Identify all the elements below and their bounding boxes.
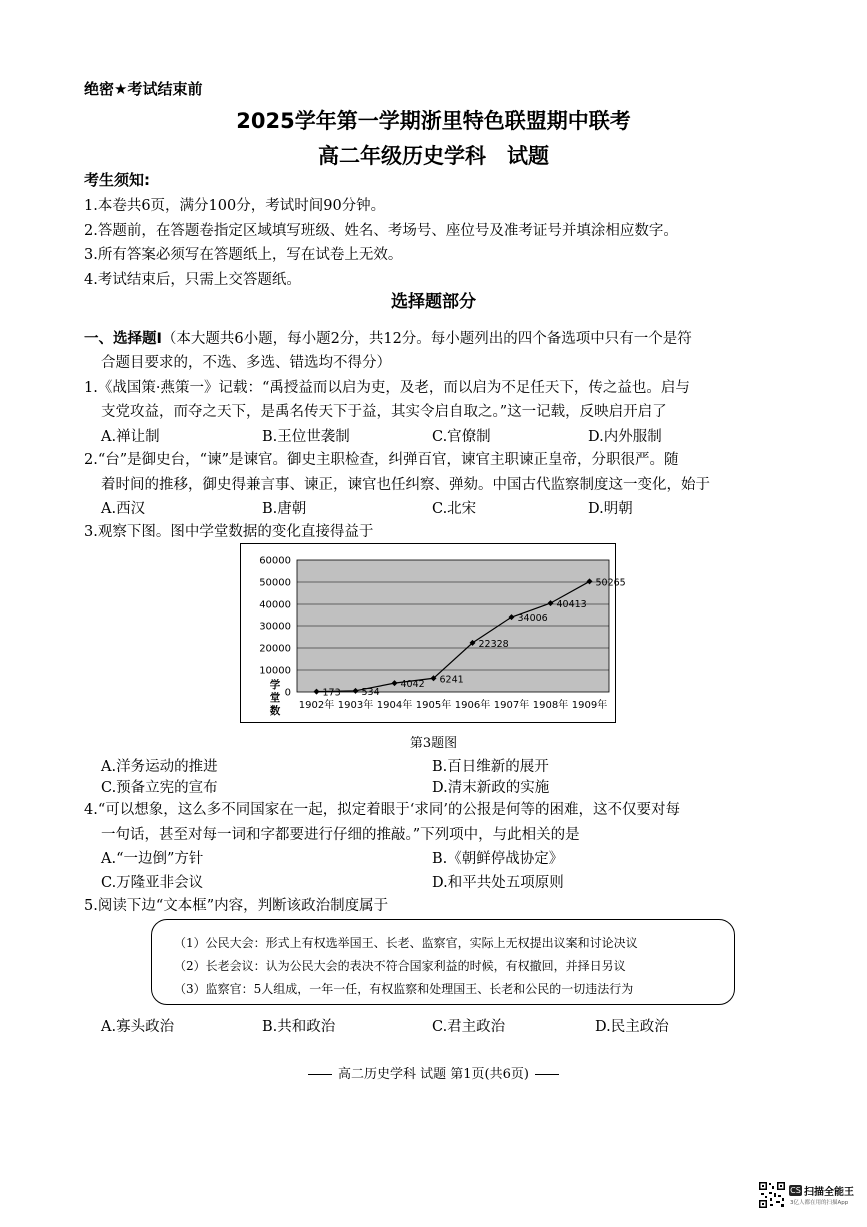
scanner-watermark (758, 1181, 858, 1211)
footer-text: 高二历史学科 试题 第1页(共6页) (338, 1067, 529, 1082)
data-label: 40413 (556, 599, 587, 611)
q5-option-b: B.共和政治 (262, 1019, 336, 1035)
scanner-logo-icon: CS (790, 1186, 801, 1195)
y-axis-label: 数 (269, 705, 281, 717)
q3-option-a: A.洋务运动的推进 (101, 759, 218, 775)
q5-text-box (151, 919, 735, 1005)
y-tick-label: 20000 (259, 643, 291, 655)
data-label: 4042 (400, 679, 425, 691)
x-tick-label: 1909年 (571, 700, 608, 711)
y-tick-label: 40000 (259, 599, 291, 611)
q2-stem: 着时间的推移，御史得兼言事、谏正，谏官也任纠察、弹劾。中国古代监察制度这一变化，始于 (101, 477, 710, 493)
data-label: 534 (361, 686, 380, 698)
x-tick-label: 1906年 (454, 700, 491, 711)
q2-option-b: B.唐朝 (262, 501, 307, 517)
q2-option-a: A.西汉 (101, 501, 146, 517)
q5-stem: 5.阅读下边“文本框”内容，判断该政治制度属于 (84, 898, 389, 914)
q2-stem: 2.“台”是御史台，“谏”是谏官。御史主职检查，纠弹百官，谏官主职谏正皇帝，分职很严。随 (84, 452, 679, 468)
q1-option-b: B.王位世袭制 (262, 429, 350, 445)
data-label: 22328 (478, 638, 509, 650)
page-footer (0, 1063, 867, 1082)
q5-option-c: C.君主政治 (432, 1019, 506, 1035)
q4-stem: 4.“可以想象，这么多不同国家在一起，拟定着眼于‘求同’的公报是何等的困难，这不仅要对每 (84, 802, 680, 818)
q2-option-d: D.明朝 (588, 501, 633, 517)
scanner-name: 扫描全能王 (804, 1187, 854, 1198)
notice-heading: 考生须知: (84, 171, 150, 189)
y-axis-label: 学 (269, 679, 281, 691)
q5-box-line: （1）公民大会：形式上有权选举国王、长老、监察官，实际上无权提出议案和讨论决议 (174, 936, 638, 950)
q3-option-b: B.百日维新的展开 (432, 759, 549, 775)
q1-stem: 支党攻益，而夺之天下，是禹名传天下于益，其实令启自取之。”这一记载，反映启开启了 (101, 404, 667, 420)
x-tick-label: 1902年 (298, 700, 335, 711)
part-label: 一、选择题Ⅰ (84, 331, 162, 347)
q4-option-d: D.和平共处五项原则 (432, 875, 564, 891)
q1-option-d: D.内外服制 (588, 429, 662, 445)
y-tick-label: 60000 (259, 555, 291, 567)
y-axis-label: 堂 (269, 692, 281, 704)
q4-option-b: B.《朝鲜停战协定》 (432, 851, 564, 867)
scanner-tagline: 3亿人都在用的扫描App (790, 1200, 849, 1206)
part-desc: （本大题共6小题，每小题2分，共12分。每小题列出的四个备选项中只有一个是符 (161, 331, 692, 347)
data-label: 6241 (439, 674, 464, 686)
q1-stem: 1.《战国策·燕策一》记载：“禹授益而以启为吏，及老，而以启为不足任天下，传之益也。启与 (84, 380, 690, 396)
q1-option-c: C.官僚制 (432, 429, 491, 445)
q3-stem: 3.观察下图。图中学堂数据的变化直接得益于 (84, 524, 374, 540)
confidential-mark: 绝密★考试结束前 (84, 80, 203, 98)
exam-subtitle: 高二年级历史学科 试题 (318, 144, 549, 168)
x-tick-label: 1904年 (376, 700, 413, 711)
notice-item: 2.答题前，在答题卷指定区域填写班级、姓名、考场号、座位号及准考证号并填涂相应数字。 (84, 223, 678, 239)
notice-item: 4.考试结束后，只需上交答题纸。 (84, 272, 301, 288)
y-tick-label: 0 (284, 687, 291, 699)
y-tick-label: 50000 (259, 577, 291, 589)
q2-option-c: C.北宋 (432, 501, 477, 517)
part-desc-cont: 合题目要求的，不选、多选、错选均不得分） (101, 355, 391, 371)
x-tick-label: 1908年 (532, 700, 569, 711)
chart-caption: 第3题图 (409, 736, 458, 751)
x-tick-label: 1907年 (493, 700, 530, 711)
q5-box-line: （2）长老会议：认为公民大会的表决不符合国家利益的时候，有权撤回，并择日另议 (174, 959, 626, 973)
notice-item: 3.所有答案必须写在答题纸上，写在试卷上无效。 (84, 247, 403, 263)
data-label: 173 (322, 687, 341, 699)
q5-box-line: （3）监察官：5人组成，一年一任，有权监察和处理国王、长老和公民的一切违法行为 (174, 982, 634, 996)
qr-code-icon (758, 1181, 786, 1209)
y-tick-label: 30000 (259, 621, 291, 633)
q4-option-c: C.万隆亚非会议 (101, 875, 204, 891)
chart-svg (241, 544, 626, 722)
exam-title: 2025学年第一学期浙里特色联盟期中联考 (236, 109, 631, 133)
q5-option-a: A.寡头政治 (101, 1019, 175, 1035)
q3-option-d: D.清末新政的实施 (432, 780, 550, 796)
data-label: 34006 (517, 613, 548, 625)
part-header (84, 327, 692, 348)
school-count-chart (240, 543, 626, 723)
x-tick-label: 1905年 (415, 700, 452, 711)
x-tick-label: 1903年 (337, 700, 374, 711)
q5-option-d: D.民主政治 (595, 1019, 669, 1035)
q4-stem: 一句话，甚至对每一词和字都要进行仔细的推敲。”下列项中，与此相关的是 (101, 827, 580, 843)
notice-item: 1.本卷共6页，满分100分，考试时间90分钟。 (84, 198, 386, 214)
q3-option-c: C.预备立宪的宣布 (101, 780, 218, 796)
y-tick-label: 10000 (259, 665, 291, 677)
q4-option-a: A.“一边倒”方针 (101, 851, 204, 867)
q1-option-a: A.禅让制 (101, 429, 160, 445)
data-label: 50265 (595, 577, 626, 589)
section-title: 选择题部分 (391, 292, 476, 312)
